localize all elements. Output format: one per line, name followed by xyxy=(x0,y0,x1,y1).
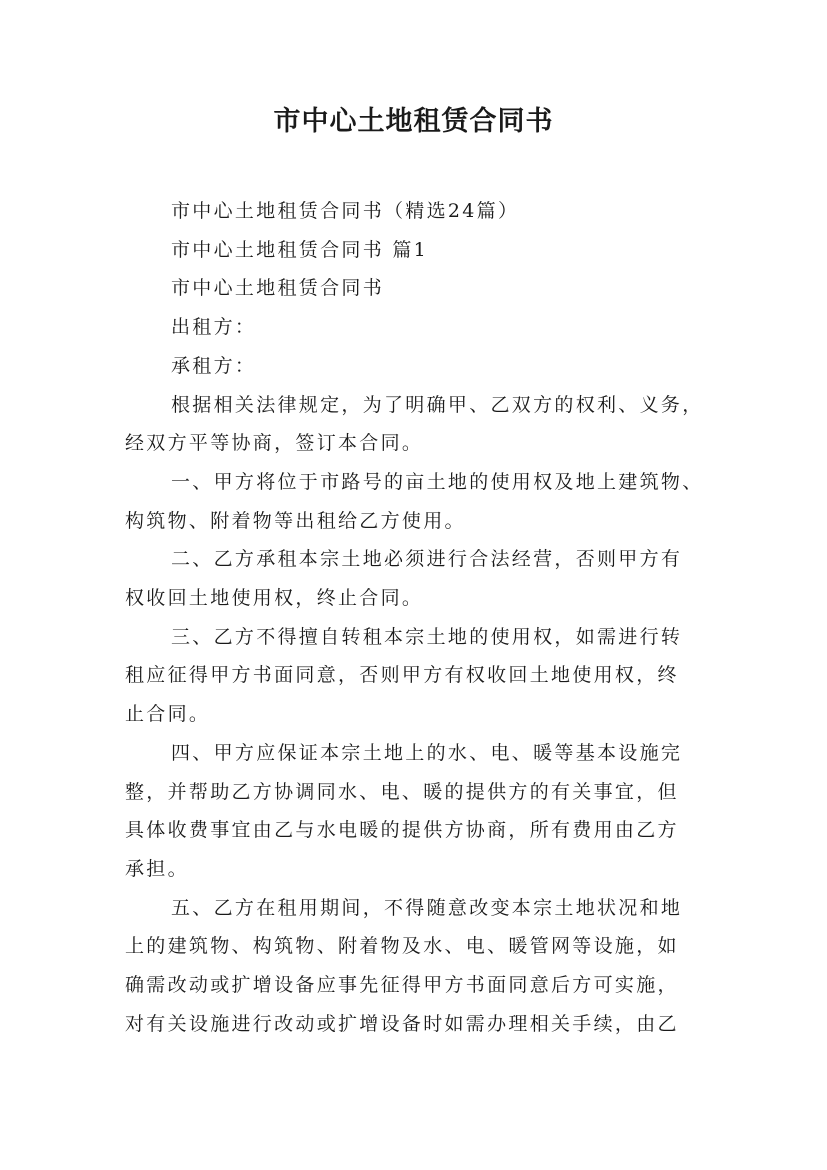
document-line: 整，并帮助乙方协调同水、电、暖的提供方的有关事宜，但 xyxy=(125,780,679,803)
document-line: 出租方： xyxy=(171,316,257,339)
document-line: 上的建筑物、构筑物、附着物及水、电、暖管网等设施，如 xyxy=(125,935,679,958)
document-line: 具体收费事宜由乙与水电暖的提供方协商，所有费用由乙方 xyxy=(125,819,679,842)
document-line: 市中心土地租赁合同书 篇1 xyxy=(171,238,429,261)
document-line: 止合同。 xyxy=(125,703,211,726)
document-line: 构筑物、附着物等出租给乙方使用。 xyxy=(125,509,466,532)
document-body xyxy=(125,192,707,1043)
document-line: 四、甲方应保证本宗土地上的水、电、暖等基本设施完 xyxy=(171,741,683,764)
document-line: 承租方： xyxy=(171,354,257,377)
document-line: 承担。 xyxy=(125,857,189,880)
document-line: 对有关设施进行改动或扩增设备时如需办理相关手续，由乙 xyxy=(125,1012,679,1035)
document-line: 确需改动或扩增设备应事先征得甲方书面同意后方可实施， xyxy=(125,974,679,997)
document-line: 经双方平等协商，签订本合同。 xyxy=(125,432,424,455)
document-line: 三、乙方不得擅自转租本宗土地的使用权，如需进行转 xyxy=(171,625,683,648)
document-line: 五、乙方在租用期间，不得随意改变本宗土地状况和地 xyxy=(171,896,683,919)
document-line: 根据相关法律规定，为了明确甲、乙双方的权利、义务， xyxy=(171,393,704,416)
document-title: 市中心土地租赁合同书 xyxy=(273,106,554,137)
document-line: 租应征得甲方书面同意，否则甲方有权收回土地使用权，终 xyxy=(125,664,679,687)
document-line: 市中心土地租赁合同书（精选24篇） xyxy=(171,200,520,222)
document-line: 权收回土地使用权，终止合同。 xyxy=(125,587,424,610)
document-line: 市中心土地租赁合同书 xyxy=(171,277,385,300)
document-line: 二、乙方承租本宗土地必须进行合法经营，否则甲方有 xyxy=(171,548,683,571)
document-line: 一、甲方将位于市路号的亩土地的使用权及地上建筑物、 xyxy=(171,470,704,493)
